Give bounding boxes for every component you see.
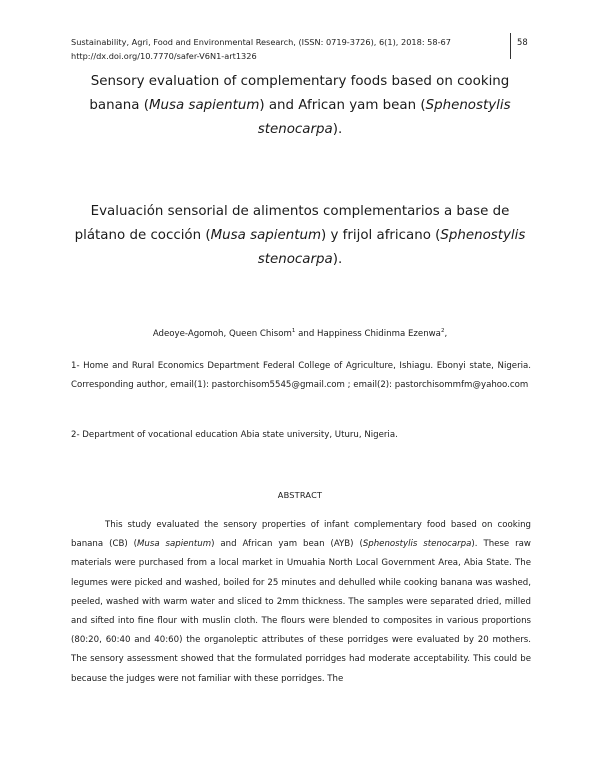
- title-en-text-2: ) and African yam bean (: [259, 98, 426, 113]
- title-en-text-3: ).: [332, 122, 343, 137]
- abstract-paragraph: [71, 516, 531, 689]
- affiliation-2: 2- Department of vocational education Abia state university, Uturu, Nigeria.: [71, 430, 398, 440]
- abstract-italic-1: Musa sapientum: [137, 539, 212, 550]
- abstract-text-2: ) and African yam bean (AYB) (: [211, 539, 363, 550]
- author-1: Adeoye-Agomoh, Queen Chisom: [152, 329, 292, 339]
- title-en-italic-1: Musa sapientum: [148, 98, 260, 113]
- abstract-italic-2: Sphenostylis stenocarpa: [362, 539, 472, 550]
- title-english: [70, 70, 530, 142]
- abstract-text-1: This study evaluated the sensory properties of infant complementary food based on cooking banana (CB) (: [71, 520, 531, 550]
- author-line-end: ,: [444, 329, 448, 339]
- author-2-affiliation-mark: 2: [440, 328, 445, 334]
- doi-link[interactable]: http://dx.doi.org/10.7770/safer-V6N1-art1326: [71, 51, 257, 61]
- running-header: [71, 35, 511, 63]
- affiliation-1: 1- Home and Rural Economics Department Federal College of Agriculture, Ishiagu. Ebonyi state, Nigeria. Corresponding author, email(1): pastorchisom5545@gmail.com ; email(2): pastorchisommfm@yahoo.com: [71, 361, 531, 390]
- page-number: 58: [517, 37, 528, 47]
- author-1-affiliation-mark: 1: [291, 328, 296, 334]
- abstract-body: [71, 516, 531, 689]
- title-en-italic-2: Sphenostylis stenocarpa: [257, 98, 511, 137]
- author-line: [70, 327, 530, 341]
- title-es-text-3: ).: [332, 252, 343, 267]
- title-spanish: [70, 200, 530, 272]
- title-es-text-2: ) y frijol africano (: [321, 228, 441, 243]
- abstract-text-3: ). These raw materials were purchased from a local market in Umuahia North Local Government Area, Abia State. The legumes were picked and washed, boiled for 25 minutes and dehulled while cooking banana was washed, peeled, washed with warm water and sliced to 2mm thickness. The samples were separated dried, milled and sifted into fine flour with muslin cloth. The flours were blended to composites in various proportions (80:20, 60:40 and 40:60) the organoleptic attributes of these porridges were evaluated by 20 mothers. The sensory assessment showed that the formulated porridges had moderate acceptability. This could be because the judges were not familiar with these porridges. The: [71, 539, 531, 684]
- title-es-text-1: Evaluación sensorial de alimentos complementarios a base de plátano de cocción (: [74, 204, 510, 243]
- author-2: and Happiness Chidinma Ezenwa: [295, 329, 441, 339]
- journal-citation: Sustainability, Agri, Food and Environmental Research, (ISSN: 0719-3726), 6(1), 2018: 58-67: [71, 37, 451, 47]
- header-divider: [510, 33, 511, 59]
- abstract-heading: ABSTRACT: [277, 490, 323, 500]
- title-en-text-1: Sensory evaluation of complementary foods based on cooking banana (: [89, 74, 510, 113]
- title-es-italic-1: Musa sapientum: [210, 228, 321, 243]
- title-es-italic-2: Sphenostylis stenocarpa: [257, 228, 526, 267]
